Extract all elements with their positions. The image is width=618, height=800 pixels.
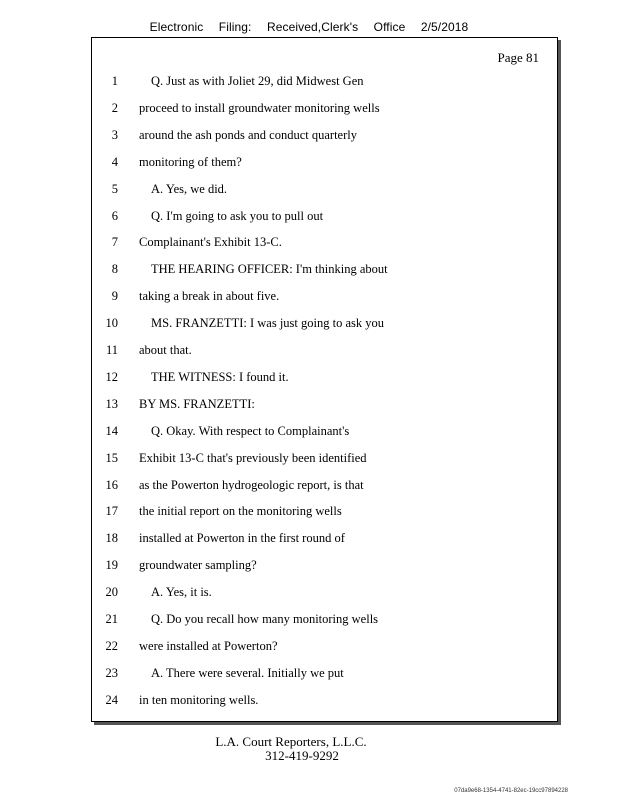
line-number: 5	[111, 181, 118, 196]
line-number: 24	[105, 692, 118, 707]
line-text: Q. Just as with Joliet 29, did Midwest Gen	[151, 74, 364, 88]
filing-stamp-header	[0, 20, 618, 34]
transcript-line	[92, 531, 557, 551]
filing-stamp-office: Office	[373, 20, 406, 34]
line-text: A. There were several. Initially we put	[151, 665, 344, 680]
line-text: A. Yes, it is.	[151, 585, 212, 600]
transcript-line	[92, 182, 557, 202]
line-text: THE HEARING OFFICER: I'm thinking about	[151, 262, 388, 277]
line-number: 9	[111, 289, 118, 304]
line-number: 17	[105, 504, 118, 519]
reporter-phone: 312-419-9292	[265, 748, 339, 763]
transcript-line	[92, 74, 557, 94]
line-text: Exhibit 13-C that's previously been identified	[139, 450, 367, 465]
line-text: Q. I'm going to ask you to pull out	[151, 208, 324, 223]
line-text: BY MS. FRANZETTI:	[139, 396, 255, 411]
line-number: 8	[111, 262, 118, 277]
transcript-line	[92, 262, 557, 282]
line-text: MS. FRANZETTI: I was just going to ask you	[151, 316, 384, 331]
line-text: about that.	[139, 343, 192, 357]
transcript-line	[92, 612, 557, 632]
line-text: in ten monitoring wells.	[139, 692, 259, 707]
transcript-line	[92, 101, 557, 121]
line-number: 16	[105, 477, 118, 492]
line-text: proceed to install groundwater monitoring wells	[139, 100, 380, 115]
transcript-line	[92, 666, 557, 686]
line-number: 2	[111, 100, 118, 115]
transcript-line	[92, 128, 557, 148]
line-text: Q. Do you recall how many monitoring wells	[151, 612, 379, 626]
filing-stamp-filing: Filing:	[218, 20, 252, 34]
transcript-line	[92, 424, 557, 444]
line-text: taking a break in about five.	[139, 289, 280, 304]
line-text: Complainant's Exhibit 13-C.	[139, 235, 282, 250]
transcript-line	[92, 316, 557, 336]
reporter-name: L.A. Court Reporters, L.L.C.	[215, 734, 367, 749]
line-text: were installed at Powerton?	[139, 638, 278, 653]
line-number: 22	[105, 638, 118, 653]
transcript-line	[92, 478, 557, 498]
line-text: Q. Okay. With respect to Complainant's	[151, 423, 350, 438]
line-number: 18	[105, 531, 118, 546]
line-text: THE WITNESS: I found it.	[151, 369, 289, 384]
line-number: 6	[111, 208, 118, 223]
line-text: the initial report on the monitoring wells	[139, 504, 342, 519]
line-number: 10	[105, 316, 118, 331]
transcript-line	[92, 209, 557, 229]
line-number: 4	[111, 154, 118, 169]
line-number: 7	[111, 235, 118, 250]
line-number: 11	[105, 343, 118, 357]
transcript-line	[92, 289, 557, 309]
transcript-line	[92, 155, 557, 175]
line-text: monitoring of them?	[139, 154, 242, 169]
transcript-line	[92, 451, 557, 471]
transcript-line	[92, 558, 557, 578]
line-text: groundwater sampling?	[139, 558, 257, 573]
line-text: around the ash ponds and conduct quarterly	[139, 127, 357, 142]
line-number: 20	[105, 585, 118, 600]
line-number: 19	[105, 558, 118, 573]
filing-stamp-electronic: Electronic	[149, 20, 204, 34]
line-number: 14	[105, 423, 118, 438]
transcript-line	[92, 235, 557, 255]
line-number: 12	[105, 369, 118, 384]
filing-stamp-date: 2/5/2018	[420, 20, 469, 34]
transcript-line	[92, 504, 557, 524]
line-text: installed at Powerton in the first round of	[139, 531, 345, 546]
transcript-line	[92, 693, 557, 713]
line-number: 23	[105, 665, 118, 680]
transcript-line	[92, 639, 557, 659]
line-number: 3	[111, 127, 118, 142]
filing-stamp-received: Received,Clerk's	[266, 20, 359, 34]
transcript-line	[92, 397, 557, 417]
transcript-page	[91, 37, 558, 722]
page-number: Page 81	[497, 50, 539, 65]
line-text: as the Powerton hydrogeologic report, is that	[139, 477, 364, 492]
line-number: 13	[105, 396, 118, 411]
transcript-line	[92, 585, 557, 605]
line-text: A. Yes, we did.	[151, 181, 228, 196]
line-number: 15	[105, 450, 118, 465]
transcript-line	[92, 343, 557, 363]
document-id: 07da9e68-1354-4741-82ec-19cc97894228	[454, 788, 568, 794]
line-number: 21	[105, 612, 118, 626]
line-number: 1	[111, 74, 118, 88]
transcript-line	[92, 370, 557, 390]
